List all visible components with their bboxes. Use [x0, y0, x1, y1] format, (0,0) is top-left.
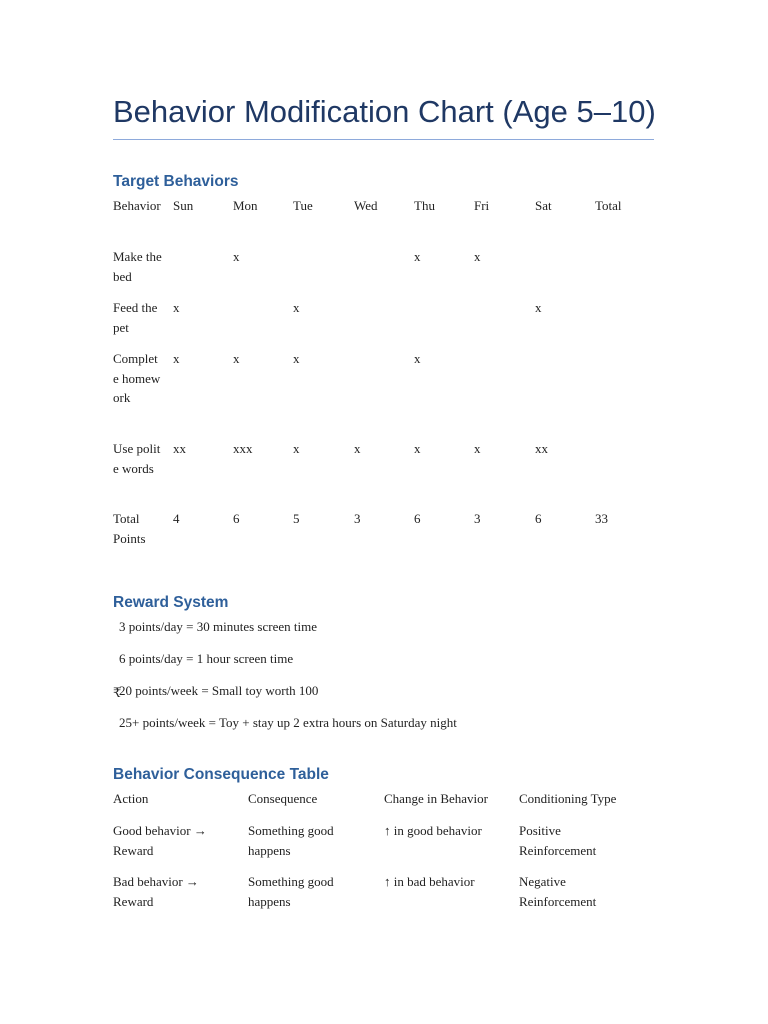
- behavior-label: Complete homework: [113, 351, 161, 405]
- table-cell: x: [293, 351, 300, 366]
- table-header-cell: Tue: [293, 198, 313, 213]
- table-cell: x: [474, 249, 481, 264]
- table-cell: xx: [535, 441, 548, 456]
- table-cell: x: [173, 351, 180, 366]
- table-header-cell: Consequence: [248, 791, 318, 806]
- table-cell: 5: [293, 511, 300, 526]
- table-cell: x: [535, 300, 542, 315]
- table-header-cell: Action: [113, 791, 149, 806]
- behavior-label: Make the bed: [113, 249, 162, 284]
- table-cell: ↑ in good behavior: [384, 823, 482, 838]
- table-cell: 6: [233, 511, 240, 526]
- table-header-cell: Fri: [474, 198, 490, 213]
- page-title: Behavior Modification Chart (Age 5–10): [113, 94, 656, 129]
- behavior-label: Use polite words: [113, 441, 161, 476]
- table-cell: x: [173, 300, 180, 315]
- table-cell: 6: [535, 511, 542, 526]
- table-cell: 6: [414, 511, 421, 526]
- reward-system-heading: Reward System: [113, 594, 229, 611]
- title-underline: [113, 139, 654, 140]
- table-header-cell: Mon: [233, 198, 258, 213]
- table-cell: Bad behavior → Reward: [113, 874, 199, 909]
- behavior-label: Total Points: [113, 511, 146, 546]
- reward-item: 20 points/week = Small toy worth 100: [119, 683, 319, 698]
- reward-item: 6 points/day = 1 hour screen time: [119, 651, 294, 666]
- table-cell: Negative Reinforcement: [519, 874, 597, 909]
- table-cell: x: [354, 441, 361, 456]
- table-cell: x: [233, 249, 240, 264]
- behavior-label: Feed the pet: [113, 300, 158, 335]
- table-cell: x: [233, 351, 240, 366]
- table-header-cell: Change in Behavior: [384, 791, 488, 806]
- consequence-table-heading: Behavior Consequence Table: [113, 766, 329, 783]
- table-cell: Positive Reinforcement: [519, 823, 597, 858]
- table-cell: Something good happens: [248, 874, 334, 909]
- table-cell: x: [293, 441, 300, 456]
- table-cell: 33: [595, 511, 608, 526]
- table-header-cell: Total: [595, 198, 622, 213]
- table-cell: Good behavior → Reward: [113, 823, 207, 858]
- table-header-cell: Behavior: [113, 198, 161, 213]
- table-cell: 4: [173, 511, 180, 526]
- table-header-cell: Thu: [414, 198, 435, 213]
- reward-item: 3 points/day = 30 minutes screen time: [119, 619, 317, 634]
- table-header-cell: Wed: [354, 198, 378, 213]
- table-cell: x: [414, 351, 421, 366]
- table-header-cell: Sat: [535, 198, 552, 213]
- table-cell: Something good happens: [248, 823, 334, 858]
- reward-item: 25+ points/week = Toy + stay up 2 extra hours on Saturday night: [119, 715, 457, 730]
- table-cell: x: [414, 441, 421, 456]
- table-cell: 3: [474, 511, 481, 526]
- table-cell: x: [474, 441, 481, 456]
- table-cell: xxx: [233, 441, 253, 456]
- rupee-symbol: ₹: [113, 685, 122, 700]
- table-header-cell: Sun: [173, 198, 194, 213]
- table-cell: xx: [173, 441, 186, 456]
- target-behaviors-heading: Target Behaviors: [113, 173, 239, 190]
- table-cell: 3: [354, 511, 361, 526]
- table-header-cell: Conditioning Type: [519, 791, 617, 806]
- table-cell: ↑ in bad behavior: [384, 874, 475, 889]
- table-cell: x: [293, 300, 300, 315]
- table-cell: x: [414, 249, 421, 264]
